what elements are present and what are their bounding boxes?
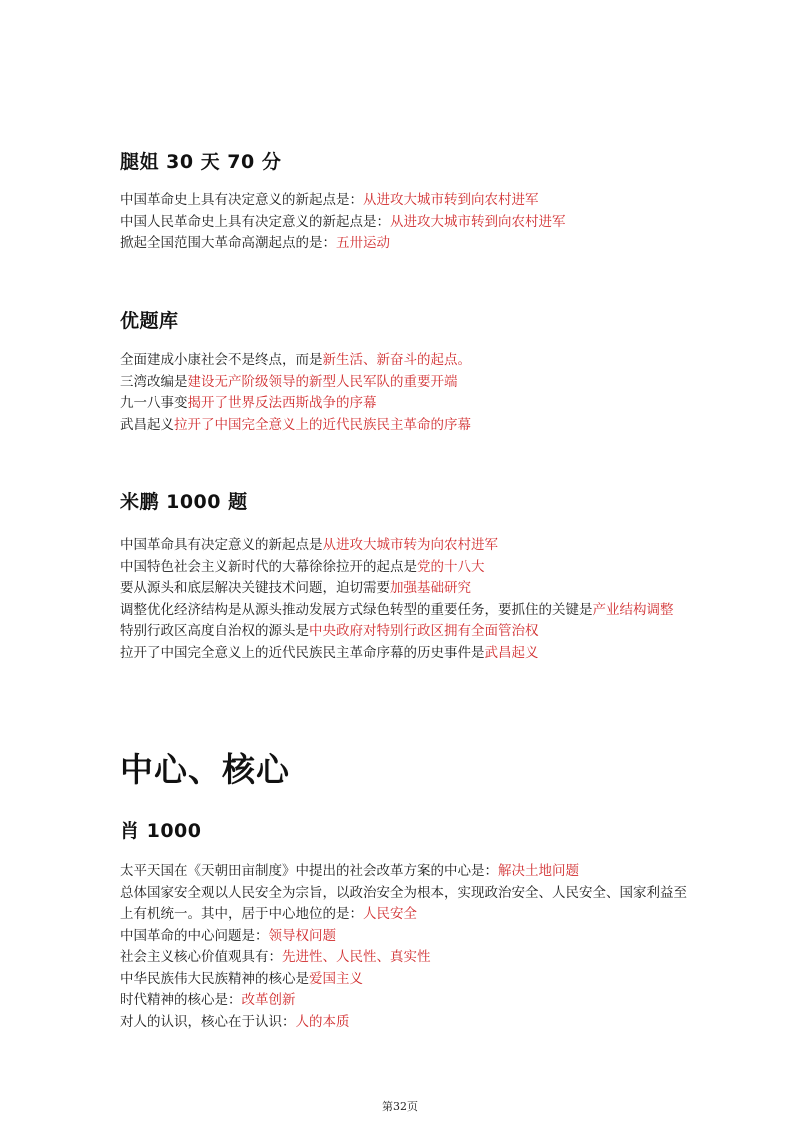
answer-text: 从进攻大城市转为向农村进军 [322, 537, 498, 553]
section-body-xiao [120, 861, 690, 1033]
question-text: 中国革命的中心问题是： [120, 927, 269, 944]
section-body-mipeng [120, 535, 690, 664]
question-text: 中国革命具有决定意义的新起点是 [120, 537, 323, 553]
section-heading-youtiku: 优题库 [120, 310, 179, 332]
answer-text: 从进攻大城市转到向农村进军 [390, 213, 566, 230]
question-text: 九一八事变 [120, 395, 188, 411]
list-item [120, 350, 690, 372]
question-text: 时代精神的核心是： [120, 992, 242, 1008]
list-item [120, 883, 690, 926]
question-text: 全面建成小康社会不是终点，而是 [120, 352, 323, 368]
answer-text: 武昌起义 [484, 644, 539, 661]
answer-text: 党的十八大 [417, 558, 485, 575]
list-item [120, 233, 690, 255]
list-item [120, 926, 690, 948]
answer-text: 改革创新 [241, 992, 296, 1008]
answer-text: 人民安全 [363, 906, 417, 922]
question-text: 社会主义核心价值观具有： [120, 949, 282, 965]
question-text: 调整优化经济结构是从源头推动发展方式绿色转型的重要任务，要抓住的关键是 [120, 601, 593, 618]
answer-text: 建设无产阶级领导的新型人民军队的重要开端 [187, 373, 458, 390]
list-item [120, 557, 690, 579]
answer-text: 爱国主义 [309, 970, 363, 987]
section-body-youtiku [120, 350, 690, 436]
answer-text: 加强基础研究 [390, 580, 471, 596]
list-item [120, 969, 690, 991]
answer-text: 从进攻大城市转到向农村进军 [363, 192, 539, 208]
list-item [120, 990, 690, 1012]
list-item [120, 643, 690, 665]
page-number: 第32页 [382, 1100, 418, 1113]
question-text: 总体国家安全观以人民安全为宗旨，以政治安全为根本，实现政治安全、人民安全、国家利益至上有机统一。其中，居于中心地位的是： [120, 884, 687, 922]
question-text: 太平天国在《天朝田亩制度》中提出的社会改革方案的中心是： [120, 863, 498, 879]
answer-text: 人的本质 [295, 1013, 350, 1030]
list-item [120, 212, 690, 234]
answer-text: 揭开了世界反法西斯战争的序幕 [187, 395, 377, 411]
question-text: 要从源头和底层解决关键技术问题，迫切需要 [120, 580, 390, 596]
list-item [120, 393, 690, 415]
list-item [120, 1012, 690, 1034]
list-item [120, 600, 690, 622]
answer-text: 新生活、新奋斗的起点。 [322, 352, 471, 368]
question-text: 中国革命史上具有决定意义的新起点是： [120, 192, 363, 208]
list-item [120, 535, 690, 557]
question-text: 拉开了中国完全意义上的近代民族民主革命序幕的历史事件是 [120, 644, 485, 661]
answer-text: 先进性、人民性、真实性 [282, 949, 431, 965]
chapter-title: 中心、核心 [120, 750, 290, 789]
question-text: 掀起全国范围大革命高潮起点的是： [120, 235, 336, 251]
section-heading-tuijie: 腿姐 30 天 70 分 [120, 151, 282, 173]
question-text: 中国特色社会主义新时代的大幕徐徐拉开的起点是 [120, 558, 417, 575]
section-heading-xiao: 肖 1000 [120, 820, 202, 842]
answer-text: 领导权问题 [268, 927, 336, 944]
list-item [120, 190, 690, 212]
list-item [120, 372, 690, 394]
answer-text: 解决土地问题 [498, 863, 579, 879]
list-item [120, 415, 690, 437]
question-text: 中国人民革命史上具有决定意义的新起点是： [120, 213, 390, 230]
answer-text: 中央政府对特别行政区拥有全面管治权 [309, 623, 539, 639]
section-heading-mipeng: 米鹏 1000 题 [120, 491, 248, 513]
list-item [120, 578, 690, 600]
list-item [120, 947, 690, 969]
question-text: 特别行政区高度自治权的源头是 [120, 623, 309, 639]
section-body-tuijie [120, 190, 690, 255]
question-text: 中华民族伟大民族精神的核心是 [120, 970, 309, 987]
answer-text: 五卅运动 [336, 235, 390, 251]
answer-text: 产业结构调整 [592, 601, 674, 618]
question-text: 武昌起义 [120, 416, 174, 433]
question-text: 对人的认识，核心在于认识： [120, 1013, 296, 1030]
question-text: 三湾改编是 [120, 373, 188, 390]
list-item [120, 861, 690, 883]
list-item [120, 621, 690, 643]
answer-text: 拉开了中国完全意义上的近代民族民主革命的序幕 [174, 416, 471, 433]
